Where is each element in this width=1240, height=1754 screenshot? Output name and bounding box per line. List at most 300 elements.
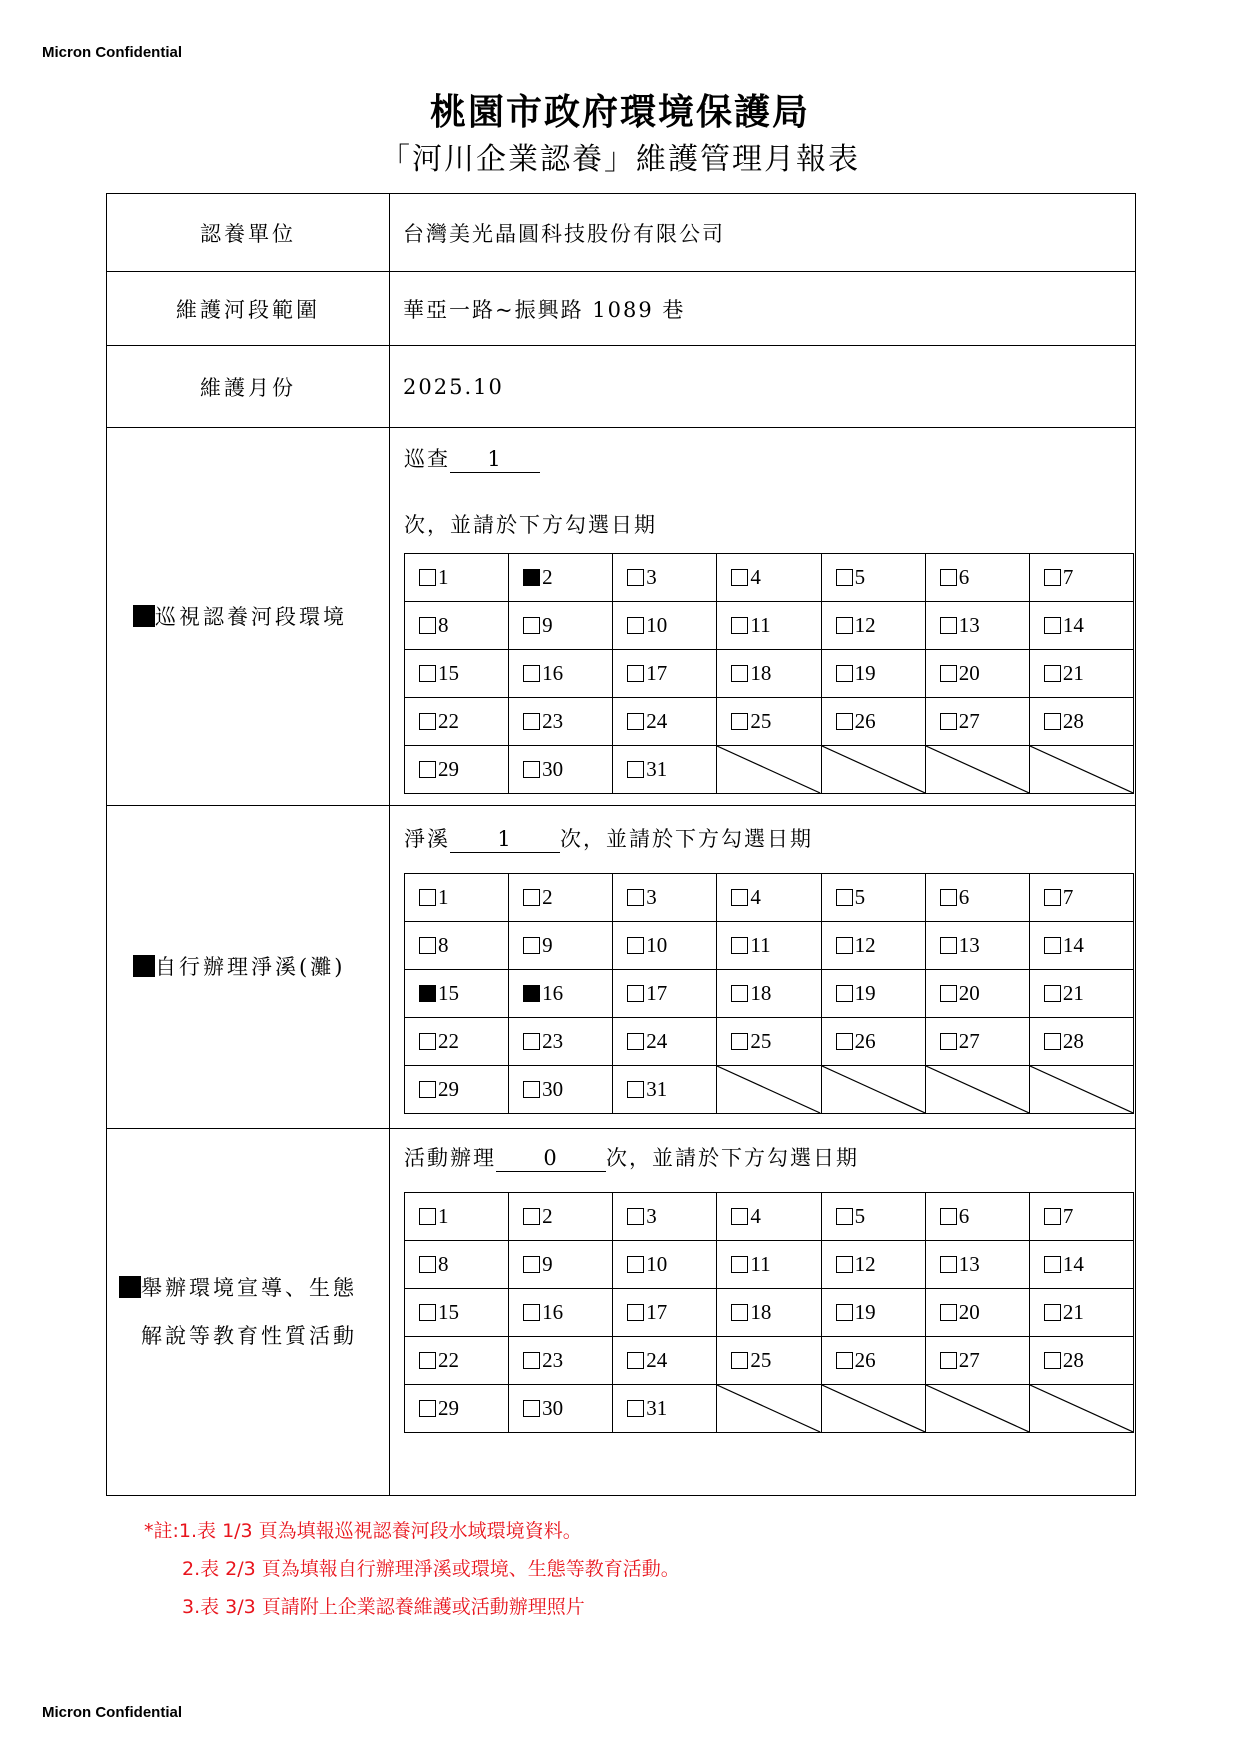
empty-day-cell bbox=[717, 1385, 821, 1433]
day-cell-12[interactable] bbox=[821, 1241, 925, 1289]
checkbox-icon[interactable] bbox=[1044, 1208, 1061, 1225]
day-number: 19 bbox=[854, 1300, 876, 1324]
checkbox-icon[interactable] bbox=[627, 665, 644, 682]
checkbox-icon[interactable] bbox=[731, 937, 748, 954]
day-cell-10[interactable] bbox=[613, 921, 717, 969]
note-line-2: 2.表 2/3 頁為填報自行辦理淨溪或環境、生態等教育活動。 bbox=[182, 1558, 680, 1580]
checkbox-icon[interactable] bbox=[419, 1352, 436, 1369]
day-cell-17[interactable] bbox=[613, 650, 717, 698]
checkbox-icon[interactable] bbox=[940, 617, 957, 634]
day-number: 8 bbox=[438, 613, 449, 637]
day-grid-row bbox=[405, 650, 1134, 698]
inspection-count[interactable]: 1 bbox=[450, 446, 540, 473]
diagonal-slash bbox=[926, 1385, 1029, 1432]
day-number: 22 bbox=[438, 1028, 459, 1053]
day-grid-row bbox=[405, 1241, 1134, 1289]
checkbox-icon[interactable] bbox=[836, 1208, 853, 1225]
checkbox-icon[interactable] bbox=[1044, 1033, 1061, 1050]
day-cell-13[interactable] bbox=[925, 602, 1029, 650]
checkbox-icon[interactable] bbox=[731, 617, 748, 634]
day-cell-11[interactable] bbox=[717, 602, 821, 650]
day-cell-2[interactable] bbox=[509, 873, 613, 921]
day-cell-24[interactable] bbox=[613, 1337, 717, 1385]
checkbox-icon[interactable] bbox=[731, 889, 748, 906]
day-grid-row bbox=[405, 698, 1134, 746]
day-number: 20 bbox=[958, 980, 980, 1005]
checkbox-icon[interactable] bbox=[523, 1304, 540, 1321]
checkbox-icon[interactable] bbox=[836, 1352, 853, 1369]
checkbox-icon[interactable] bbox=[1044, 1304, 1061, 1321]
day-cell-1[interactable] bbox=[405, 873, 509, 921]
day-number: 27 bbox=[958, 1028, 980, 1053]
checkbox-icon[interactable] bbox=[731, 1208, 748, 1225]
day-number: 10 bbox=[646, 932, 668, 957]
unit-value[interactable]: 台灣美光晶圓科技股份有限公司 bbox=[390, 194, 1136, 272]
day-cell-4[interactable] bbox=[717, 873, 821, 921]
inspection-label-cell bbox=[107, 428, 390, 806]
day-cell-8[interactable] bbox=[405, 921, 509, 969]
day-cell-16[interactable] bbox=[509, 1289, 613, 1337]
cleanup-count[interactable]: 1 bbox=[450, 826, 560, 853]
checkbox-icon[interactable] bbox=[627, 985, 644, 1002]
day-number: 30 bbox=[542, 1396, 564, 1420]
filled-square-icon bbox=[133, 605, 155, 627]
day-cell-22[interactable] bbox=[405, 1017, 509, 1065]
day-number: 3 bbox=[646, 884, 657, 909]
checkbox-icon[interactable] bbox=[523, 713, 540, 730]
day-number: 28 bbox=[1062, 1028, 1084, 1053]
day-number: 14 bbox=[1062, 613, 1084, 637]
checkbox-icon[interactable] bbox=[1044, 889, 1061, 906]
checkbox-icon[interactable] bbox=[940, 889, 957, 906]
day-cell-31[interactable] bbox=[613, 746, 717, 794]
checkbox-icon[interactable] bbox=[940, 985, 957, 1002]
day-cell-30[interactable] bbox=[509, 1065, 613, 1113]
checkbox-icon[interactable] bbox=[940, 1256, 957, 1273]
checkbox-icon[interactable] bbox=[523, 1400, 540, 1417]
checkbox-icon[interactable] bbox=[1044, 937, 1061, 954]
checkbox-icon[interactable] bbox=[627, 1081, 644, 1098]
day-cell-25[interactable] bbox=[717, 1337, 821, 1385]
checkbox-icon[interactable] bbox=[731, 569, 748, 586]
checkbox-icon[interactable] bbox=[940, 713, 957, 730]
day-number: 21 bbox=[1062, 1300, 1084, 1324]
day-cell-14[interactable] bbox=[1029, 602, 1133, 650]
day-grid-row bbox=[405, 969, 1134, 1017]
day-cell-10[interactable] bbox=[613, 1241, 717, 1289]
day-number: 8 bbox=[438, 1252, 449, 1276]
day-cell-13[interactable] bbox=[925, 1241, 1029, 1289]
checkbox-icon[interactable] bbox=[836, 1256, 853, 1273]
day-number: 7 bbox=[1062, 565, 1074, 589]
day-number: 9 bbox=[542, 613, 553, 637]
day-cell-24[interactable] bbox=[613, 1017, 717, 1065]
day-cell-29[interactable] bbox=[405, 1385, 509, 1433]
day-number: 29 bbox=[438, 757, 459, 781]
day-number: 30 bbox=[542, 1076, 564, 1101]
day-cell-4[interactable] bbox=[717, 554, 821, 602]
day-cell-18[interactable] bbox=[717, 1289, 821, 1337]
day-cell-27[interactable] bbox=[925, 1337, 1029, 1385]
day-cell-6[interactable] bbox=[925, 554, 1029, 602]
day-cell-16[interactable] bbox=[509, 650, 613, 698]
day-cell-5[interactable] bbox=[821, 873, 925, 921]
checkbox-icon[interactable] bbox=[419, 937, 436, 954]
day-cell-28[interactable] bbox=[1029, 1017, 1133, 1065]
day-cell-2[interactable] bbox=[509, 1193, 613, 1241]
day-number: 31 bbox=[646, 1076, 668, 1101]
checkbox-icon[interactable] bbox=[731, 1352, 748, 1369]
checkbox-icon[interactable] bbox=[523, 937, 540, 954]
checkbox-icon[interactable] bbox=[523, 1352, 540, 1369]
checkbox-icon[interactable] bbox=[627, 937, 644, 954]
day-cell-22[interactable] bbox=[405, 698, 509, 746]
checkbox-icon[interactable] bbox=[1044, 665, 1061, 682]
day-number: 12 bbox=[854, 932, 876, 957]
empty-day-cell bbox=[1029, 746, 1133, 794]
day-number: 4 bbox=[750, 565, 761, 589]
day-number: 18 bbox=[750, 661, 772, 685]
checkbox-icon[interactable] bbox=[940, 1304, 957, 1321]
day-cell-26[interactable] bbox=[821, 1017, 925, 1065]
day-cell-20[interactable] bbox=[925, 650, 1029, 698]
checkbox-icon[interactable] bbox=[731, 713, 748, 730]
day-cell-3[interactable] bbox=[613, 873, 717, 921]
day-cell-17[interactable] bbox=[613, 1289, 717, 1337]
day-number: 25 bbox=[750, 1348, 772, 1372]
day-grid-row bbox=[405, 1289, 1134, 1337]
day-cell-15[interactable] bbox=[405, 1289, 509, 1337]
day-cell-31[interactable] bbox=[613, 1065, 717, 1113]
checkbox-icon[interactable] bbox=[940, 1208, 957, 1225]
diagonal-slash bbox=[717, 1066, 820, 1113]
empty-day-cell bbox=[821, 1065, 925, 1113]
day-number: 26 bbox=[854, 1348, 876, 1372]
day-number: 10 bbox=[646, 613, 668, 637]
checkbox-icon[interactable] bbox=[523, 1081, 540, 1098]
day-cell-14[interactable] bbox=[1029, 921, 1133, 969]
checkbox-icon[interactable] bbox=[419, 617, 436, 634]
checkbox-icon[interactable] bbox=[627, 761, 644, 778]
day-number: 21 bbox=[1062, 980, 1084, 1005]
day-cell-7[interactable] bbox=[1029, 873, 1133, 921]
day-number: 26 bbox=[854, 1028, 876, 1053]
checkbox-icon[interactable] bbox=[419, 665, 436, 682]
day-cell-5[interactable] bbox=[821, 554, 925, 602]
inspection-row bbox=[107, 428, 1136, 806]
day-cell-28[interactable] bbox=[1029, 1337, 1133, 1385]
checkbox-icon[interactable] bbox=[419, 569, 436, 586]
day-cell-29[interactable] bbox=[405, 1065, 509, 1113]
day-number: 31 bbox=[646, 757, 668, 781]
inspection-label: 巡視認養河段環境 bbox=[155, 604, 347, 629]
checkbox-icon[interactable] bbox=[523, 761, 540, 778]
inspection-prefix: 巡查 bbox=[404, 447, 450, 471]
day-cell-23[interactable] bbox=[509, 1337, 613, 1385]
checkbox-icon[interactable] bbox=[836, 889, 853, 906]
day-cell-11[interactable] bbox=[717, 1241, 821, 1289]
day-number: 6 bbox=[958, 884, 970, 909]
checkbox-icon[interactable] bbox=[627, 1208, 644, 1225]
day-number: 3 bbox=[646, 565, 657, 589]
day-cell-20[interactable] bbox=[925, 1289, 1029, 1337]
day-cell-23[interactable] bbox=[509, 1017, 613, 1065]
day-cell-15[interactable] bbox=[405, 650, 509, 698]
day-number: 2 bbox=[542, 1204, 553, 1228]
checkbox-icon[interactable] bbox=[731, 1256, 748, 1273]
day-number: 1 bbox=[438, 565, 449, 589]
diagonal-slash bbox=[926, 1066, 1029, 1113]
checkbox-icon[interactable] bbox=[940, 937, 957, 954]
checkbox-icon[interactable] bbox=[836, 713, 853, 730]
unit-label: 認養單位 bbox=[107, 194, 390, 272]
day-cell-29[interactable] bbox=[405, 746, 509, 794]
checkbox-icon[interactable] bbox=[940, 569, 957, 586]
day-cell-3[interactable] bbox=[613, 554, 717, 602]
day-cell-14[interactable] bbox=[1029, 1241, 1133, 1289]
inspection-count-line bbox=[404, 439, 1134, 479]
day-cell-31[interactable] bbox=[613, 1385, 717, 1433]
day-cell-21[interactable] bbox=[1029, 650, 1133, 698]
day-cell-10[interactable] bbox=[613, 602, 717, 650]
day-grid-row bbox=[405, 1193, 1134, 1241]
day-cell-24[interactable] bbox=[613, 698, 717, 746]
checkbox-icon[interactable] bbox=[627, 1256, 644, 1273]
day-grid-row bbox=[405, 1337, 1134, 1385]
day-grid-row bbox=[405, 873, 1134, 921]
day-cell-20[interactable] bbox=[925, 969, 1029, 1017]
range-label: 維護河段範圍 bbox=[107, 272, 390, 346]
inspection-content bbox=[390, 428, 1136, 806]
cleanup-day-grid bbox=[404, 873, 1134, 1114]
day-number: 12 bbox=[854, 1252, 876, 1276]
checkbox-icon[interactable] bbox=[419, 1081, 436, 1098]
checkbox-icon[interactable] bbox=[731, 1304, 748, 1321]
day-number: 13 bbox=[958, 932, 980, 957]
day-number: 11 bbox=[750, 932, 771, 957]
range-row bbox=[107, 272, 1136, 346]
day-number: 24 bbox=[646, 1348, 668, 1372]
checkbox-icon[interactable] bbox=[940, 1033, 957, 1050]
day-number: 17 bbox=[646, 980, 668, 1005]
checkbox-icon[interactable] bbox=[940, 665, 957, 682]
day-cell-18[interactable] bbox=[717, 969, 821, 1017]
day-number: 4 bbox=[750, 884, 761, 909]
day-cell-9[interactable] bbox=[509, 602, 613, 650]
day-number: 22 bbox=[438, 709, 459, 733]
day-number: 13 bbox=[958, 613, 980, 637]
day-cell-13[interactable] bbox=[925, 921, 1029, 969]
day-cell-26[interactable] bbox=[821, 698, 925, 746]
month-value[interactable]: 2025.10 bbox=[390, 346, 1136, 428]
day-cell-18[interactable] bbox=[717, 650, 821, 698]
day-cell-23[interactable] bbox=[509, 698, 613, 746]
day-cell-6[interactable] bbox=[925, 873, 1029, 921]
empty-day-cell bbox=[925, 746, 1029, 794]
day-cell-19[interactable] bbox=[821, 1289, 925, 1337]
checkbox-icon[interactable] bbox=[1044, 1256, 1061, 1273]
day-cell-11[interactable] bbox=[717, 921, 821, 969]
checkbox-icon[interactable] bbox=[836, 617, 853, 634]
day-number: 28 bbox=[1062, 709, 1084, 733]
day-cell-8[interactable] bbox=[405, 1241, 509, 1289]
checkbox-icon[interactable] bbox=[1044, 569, 1061, 586]
diagonal-slash bbox=[822, 1066, 925, 1113]
day-cell-22[interactable] bbox=[405, 1337, 509, 1385]
activity-day-grid bbox=[404, 1192, 1134, 1433]
checkbox-icon[interactable] bbox=[627, 1033, 644, 1050]
activity-count-line bbox=[404, 1138, 1134, 1178]
day-cell-1[interactable] bbox=[405, 554, 509, 602]
day-number: 5 bbox=[854, 1204, 866, 1228]
checkbox-icon[interactable] bbox=[836, 1304, 853, 1321]
day-cell-12[interactable] bbox=[821, 921, 925, 969]
day-number: 7 bbox=[1062, 884, 1074, 909]
cleanup-label: 自行辦理淨溪(灘) bbox=[155, 955, 346, 979]
day-grid-row bbox=[405, 1017, 1134, 1065]
checkbox-icon[interactable] bbox=[940, 1352, 957, 1369]
activity-row bbox=[107, 1129, 1136, 1496]
checkbox-icon[interactable] bbox=[419, 1304, 436, 1321]
empty-day-cell bbox=[1029, 1385, 1133, 1433]
checkbox-icon[interactable] bbox=[1044, 985, 1061, 1002]
day-cell-5[interactable] bbox=[821, 1193, 925, 1241]
day-cell-4[interactable] bbox=[717, 1193, 821, 1241]
day-number: 5 bbox=[854, 565, 866, 589]
checkbox-icon[interactable] bbox=[731, 1033, 748, 1050]
day-number: 7 bbox=[1062, 1204, 1074, 1228]
day-cell-9[interactable] bbox=[509, 921, 613, 969]
day-cell-30[interactable] bbox=[509, 746, 613, 794]
checkbox-icon[interactable] bbox=[731, 985, 748, 1002]
checked-box-icon[interactable] bbox=[523, 985, 540, 1002]
note-line-1: *註:1.表 1/3 頁為填報巡視認養河段水域環境資料。 bbox=[144, 1520, 582, 1542]
checkbox-icon[interactable] bbox=[1044, 617, 1061, 634]
checkbox-icon[interactable] bbox=[836, 937, 853, 954]
checkbox-icon[interactable] bbox=[836, 665, 853, 682]
day-cell-7[interactable] bbox=[1029, 1193, 1133, 1241]
activity-label-line2: 解說等教育性質活動 bbox=[141, 1324, 357, 1348]
checkbox-icon[interactable] bbox=[419, 889, 436, 906]
checkbox-icon[interactable] bbox=[419, 1400, 436, 1417]
day-cell-21[interactable] bbox=[1029, 1289, 1133, 1337]
checkbox-icon[interactable] bbox=[1044, 1352, 1061, 1369]
day-number: 4 bbox=[750, 1204, 761, 1228]
empty-day-cell bbox=[821, 1385, 925, 1433]
report-table bbox=[106, 193, 1136, 1496]
checkbox-icon[interactable] bbox=[523, 1033, 540, 1050]
checkbox-icon[interactable] bbox=[627, 1400, 644, 1417]
day-number: 1 bbox=[438, 1204, 449, 1228]
month-row bbox=[107, 346, 1136, 428]
checkbox-icon[interactable] bbox=[627, 889, 644, 906]
checkbox-icon[interactable] bbox=[523, 889, 540, 906]
checkbox-icon[interactable] bbox=[419, 1033, 436, 1050]
checkbox-icon[interactable] bbox=[419, 1256, 436, 1273]
cleanup-suffix: 次，並請於下方勾選日期 bbox=[560, 826, 813, 851]
day-number: 3 bbox=[646, 1204, 657, 1228]
checkbox-icon[interactable] bbox=[627, 617, 644, 634]
cleanup-row bbox=[107, 806, 1136, 1129]
day-number: 18 bbox=[750, 980, 772, 1005]
inspection-day-grid bbox=[404, 553, 1134, 794]
checkbox-icon[interactable] bbox=[523, 1208, 540, 1225]
checkbox-icon[interactable] bbox=[1044, 713, 1061, 730]
day-cell-8[interactable] bbox=[405, 602, 509, 650]
day-cell-3[interactable] bbox=[613, 1193, 717, 1241]
diagonal-slash bbox=[1030, 1385, 1133, 1432]
day-number: 19 bbox=[854, 980, 876, 1005]
page-title: 桃園市政府環境保護局 bbox=[429, 91, 810, 133]
checkbox-icon[interactable] bbox=[523, 1256, 540, 1273]
day-cell-27[interactable] bbox=[925, 1017, 1029, 1065]
diagonal-slash bbox=[1030, 1066, 1133, 1113]
day-number: 11 bbox=[750, 1252, 771, 1276]
day-number: 14 bbox=[1062, 1252, 1084, 1276]
day-cell-7[interactable] bbox=[1029, 554, 1133, 602]
checkbox-icon[interactable] bbox=[627, 1352, 644, 1369]
day-cell-1[interactable] bbox=[405, 1193, 509, 1241]
day-number: 24 bbox=[646, 1028, 668, 1053]
cleanup-prefix: 淨溪 bbox=[404, 826, 450, 851]
activity-count[interactable]: 0 bbox=[496, 1145, 606, 1172]
checkbox-icon[interactable] bbox=[627, 713, 644, 730]
checkbox-icon[interactable] bbox=[419, 761, 436, 778]
day-cell-19[interactable] bbox=[821, 969, 925, 1017]
checkbox-icon[interactable] bbox=[836, 569, 853, 586]
day-cell-12[interactable] bbox=[821, 602, 925, 650]
day-cell-27[interactable] bbox=[925, 698, 1029, 746]
day-cell-25[interactable] bbox=[717, 1017, 821, 1065]
range-value[interactable]: 華亞一路~振興路 1089 巷 bbox=[390, 272, 1136, 346]
day-number: 23 bbox=[542, 1348, 564, 1372]
day-cell-21[interactable] bbox=[1029, 969, 1133, 1017]
checkbox-icon[interactable] bbox=[419, 1208, 436, 1225]
day-cell-30[interactable] bbox=[509, 1385, 613, 1433]
page-subtitle: 「河川企業認養」維護管理月報表 bbox=[380, 142, 860, 177]
day-cell-15[interactable] bbox=[405, 969, 509, 1017]
activity-label-cell bbox=[107, 1129, 390, 1496]
day-number: 12 bbox=[854, 613, 876, 637]
checkbox-icon[interactable] bbox=[731, 665, 748, 682]
day-cell-6[interactable] bbox=[925, 1193, 1029, 1241]
diagonal-slash bbox=[822, 746, 925, 793]
inspection-suffix: 次，並請於下方勾選日期 bbox=[404, 513, 657, 537]
day-number: 27 bbox=[958, 709, 980, 733]
day-cell-25[interactable] bbox=[717, 698, 821, 746]
day-cell-2[interactable] bbox=[509, 554, 613, 602]
cleanup-label-cell bbox=[107, 806, 390, 1129]
checked-box-icon[interactable] bbox=[523, 569, 540, 586]
day-cell-19[interactable] bbox=[821, 650, 925, 698]
checkbox-icon[interactable] bbox=[836, 1033, 853, 1050]
day-number: 13 bbox=[958, 1252, 980, 1276]
checkbox-icon[interactable] bbox=[523, 617, 540, 634]
day-cell-9[interactable] bbox=[509, 1241, 613, 1289]
checkbox-icon[interactable] bbox=[627, 569, 644, 586]
day-cell-26[interactable] bbox=[821, 1337, 925, 1385]
activity-content bbox=[390, 1129, 1136, 1496]
filled-square-icon bbox=[133, 955, 155, 977]
day-cell-28[interactable] bbox=[1029, 698, 1133, 746]
checkbox-icon[interactable] bbox=[419, 713, 436, 730]
day-cell-16[interactable] bbox=[509, 969, 613, 1017]
day-cell-17[interactable] bbox=[613, 969, 717, 1017]
checkbox-icon[interactable] bbox=[627, 1304, 644, 1321]
checked-box-icon[interactable] bbox=[419, 985, 436, 1002]
checkbox-icon[interactable] bbox=[523, 665, 540, 682]
checkbox-icon[interactable] bbox=[836, 985, 853, 1002]
